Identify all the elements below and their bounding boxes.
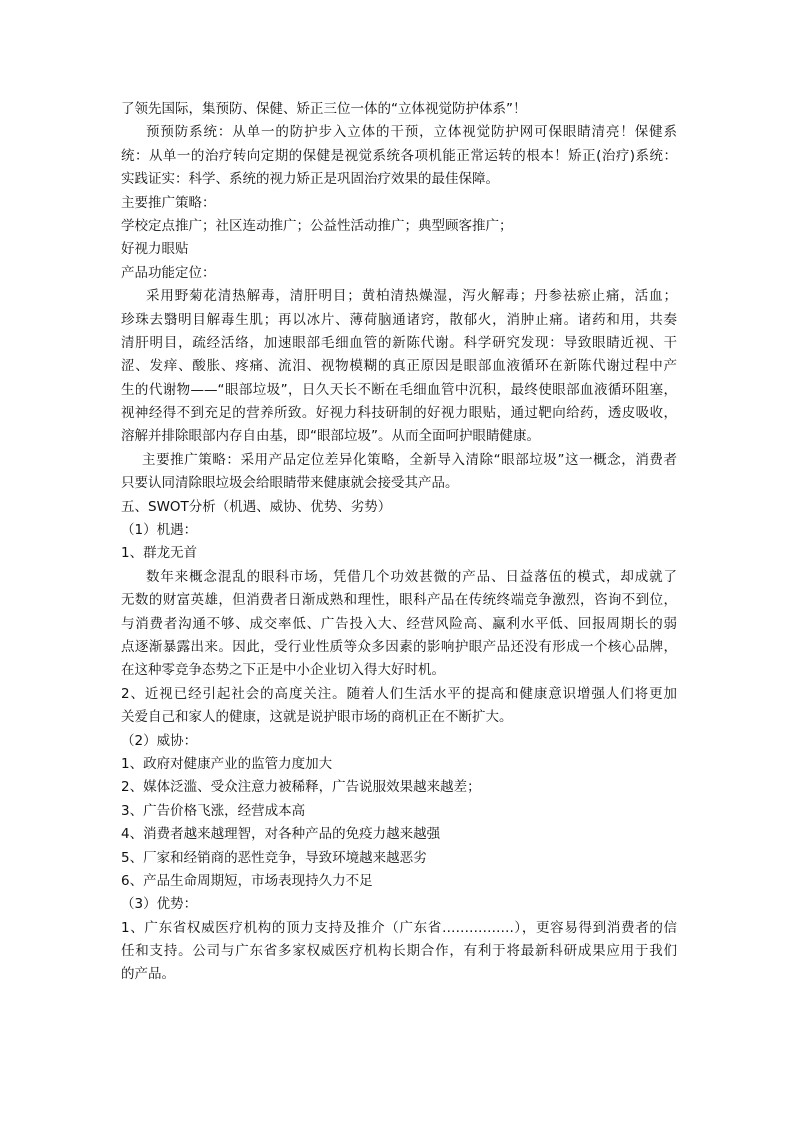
text-line: 关爱自己和家人的健康，这就是说护眼市场的商机正在不断扩大。: [121, 709, 513, 726]
text-line: 实践证实：科学、系统的视力矫正是巩固治疗效果的最佳保障。: [121, 171, 499, 188]
text-line: 点逐渐暴露出来。因此，受行业性质等众多因素的影响护眼产品还没有形成一个核心品牌，: [121, 638, 677, 655]
text-line: 任和支持。公司与广东省多家权威医疗机构长期合作，有利于将最新科研成果应用于我们: [121, 943, 677, 960]
text-line: 统：从单一的治疗转向定期的保健是视觉系统各项机能正常运转的根本！矫正(治疗)系统：: [121, 147, 677, 164]
text-line: 只要认同清除眼垃圾会给眼睛带来健康就会接受其产品。: [121, 475, 459, 492]
text-line: 溶解并排除眼部内存自由基，即“眼部垃圾”。从而全面呵护眼睛健康。: [121, 428, 540, 445]
text-line: 清肝明目，疏经活络，加速眼部毛细血管的新陈代谢。科学研究发现：导致眼睛近视、干: [121, 334, 677, 351]
text-line: 的产品。: [121, 966, 175, 983]
section-heading: 产品功能定位：: [121, 264, 216, 281]
text-line: 了领先国际，集预防、保健、矫正三位一体的“立体视觉防护体系”！: [121, 101, 527, 117]
list-item: 2、近视已经引起社会的高度关注。随着人们生活水平的提高和健康意识增强人们将更加: [121, 685, 677, 702]
list-item: 1、群龙无首: [121, 545, 198, 562]
product-name: 好视力眼贴: [121, 241, 189, 258]
subsection-heading: （2）威协：: [121, 732, 198, 749]
text-line: 主要推广策略：采用产品定位差异化策略，全新导入清除“眼部垃圾”这一概念，消费者: [142, 451, 677, 468]
subsection-heading: （3）优势：: [121, 896, 198, 913]
list-item: 4、消费者越来越理智，对各种产品的免疫力越来越强: [121, 826, 441, 843]
list-item: 2、媒体泛滥、受众注意力被稀释，广告说服效果越来越差；: [121, 779, 481, 796]
text-line: 生的代谢物——“眼部垃圾”，日久天长不断在毛细血管中沉积，最终使眼部血液循环阻塞，: [121, 381, 677, 398]
text-line: 学校定点推广；社区连动推广；公益性活动推广；典型顾客推广；: [121, 217, 513, 234]
text-line: 预预防系统：从单一的防护步入立体的干预，立体视觉防护网可保眼睛清亮！保健系: [146, 124, 677, 141]
text-line: 涩、发痒、酸胀、疼痛、流泪、视物模糊的真正原因是眼部血液循环在新陈代谢过程中产: [121, 358, 677, 375]
text-line: 与消费者沟通不够、成交率低、广告投入大、经营风险高、赢利水平低、回报周期长的弱: [121, 615, 677, 632]
list-item: 6、产品生命周期短，市场表现持久力不足: [121, 872, 373, 889]
list-item: 5、厂家和经销商的恶性竞争，导致环境越来越恶劣: [121, 849, 427, 866]
text-line: 采用野菊花清热解毒，清肝明目；黄柏清热燥湿，泻火解毒；丹参祛瘀止痛，活血；: [146, 288, 677, 305]
list-item: 1、政府对健康产业的监管力度加大: [121, 755, 333, 772]
list-item: 1、广东省权威医疗机构的顶力支持及推介（广东省…………….），更容易得到消费者的信: [121, 919, 677, 936]
section-heading: 五、SWOT分析（机遇、威协、优势、劣势）: [121, 498, 392, 515]
section-heading: 主要推广策略：: [121, 194, 216, 211]
text-line: 无数的财富英雄，但消费者日渐成熟和理性，眼科产品在传统终端竞争激烈，咨询不到位，: [121, 592, 677, 609]
document-body: [121, 98, 677, 987]
text-line: 数年来概念混乱的眼科市场，凭借几个功效甚微的产品、日益落伍的模式，却成就了: [146, 568, 677, 585]
text-line: 珍珠去翳明目解毒生肌；再以冰片、薄荷脑通诸窍，散郁火，消肿止痛。诸药和用，共奏: [121, 311, 677, 328]
text-line: 在这种零竞争态势之下正是中小企业切入得大好时机。: [121, 662, 445, 679]
list-item: 3、广告价格飞涨，经营成本高: [121, 802, 306, 819]
text-line: 视神经得不到充足的营养所致。好视力科技研制的好视力眼贴，通过靶向给药，透皮吸收，: [121, 405, 677, 422]
subsection-heading: （1）机遇：: [121, 522, 198, 539]
